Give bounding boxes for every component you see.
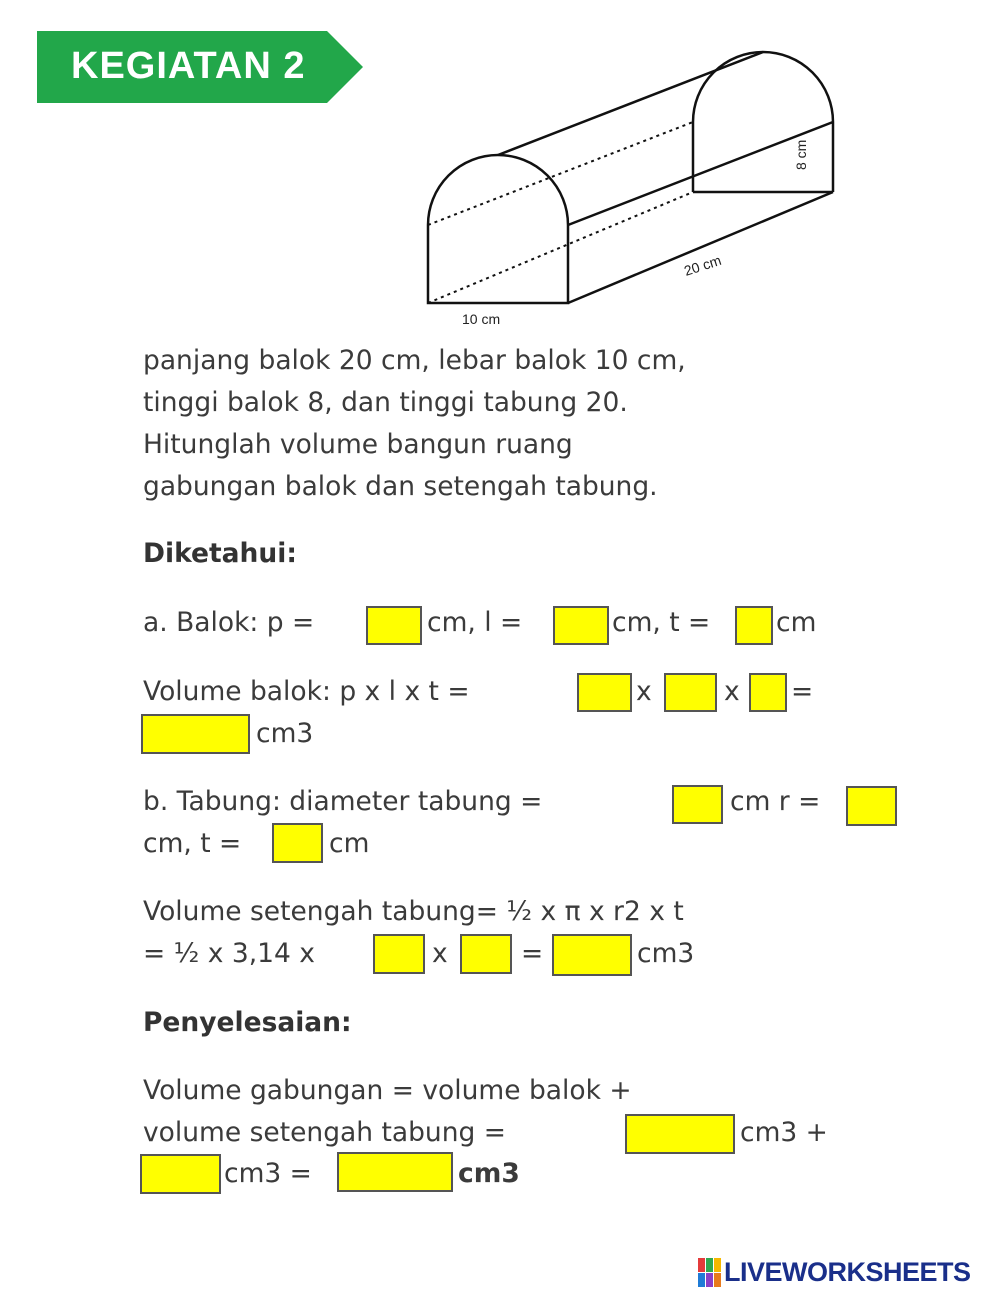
banner-title: KEGIATAN 2 (71, 45, 306, 87)
answer-box-vt-r[interactable] (373, 934, 425, 974)
tabung-cm-r: cm r = (730, 786, 821, 817)
times-1: x (636, 676, 652, 707)
answer-box-gabungan-tabung[interactable] (140, 1154, 221, 1194)
tabung-cm-end: cm (329, 828, 370, 859)
answer-box-tabung-t[interactable] (272, 823, 323, 863)
problem-line-4: gabungan balok dan setengah tabung. (143, 471, 658, 502)
gabungan-line-1: Volume gabungan = volume balok + (143, 1075, 632, 1106)
problem-line-3: Hitunglah volume bangun ruang (143, 429, 573, 460)
balok-label: a. Balok: p = (143, 607, 315, 638)
footer-brand (698, 1255, 998, 1291)
answer-box-vb-p[interactable] (577, 673, 632, 712)
answer-box-vt-t[interactable] (460, 934, 512, 974)
answer-box-volume-gabungan[interactable] (337, 1152, 453, 1192)
answer-box-r[interactable] (846, 786, 897, 826)
volume-tabung-formula: Volume setengah tabung= ½ x π x r2 x t (143, 896, 684, 927)
problem-line-1: panjang balok 20 cm, lebar balok 10 cm, (143, 345, 686, 376)
times-2: x (724, 676, 740, 707)
cm3-tabung: cm3 (637, 938, 695, 969)
solid-figure (410, 20, 850, 330)
tabung-label: b. Tabung: diameter tabung = (143, 786, 543, 817)
answer-box-vb-l[interactable] (664, 673, 717, 712)
answer-box-l[interactable] (553, 606, 609, 645)
answer-box-t[interactable] (735, 606, 773, 645)
cm3-plus: cm3 + (740, 1117, 828, 1148)
diketahui-heading: Diketahui: (143, 538, 297, 569)
cm3-balok: cm3 (256, 718, 314, 749)
balok-cm-t: cm, t = (612, 607, 711, 638)
answer-box-gabungan-balok[interactable] (625, 1114, 735, 1154)
liveworksheets-brand: LIVEWORKSHEETS (724, 1257, 971, 1287)
balok-cm-l: cm, l = (427, 607, 523, 638)
times-3: x (432, 938, 448, 969)
activity-banner (37, 31, 363, 103)
answer-box-diameter[interactable] (672, 785, 723, 824)
equals-2: = (521, 938, 544, 969)
problem-line-2: tinggi balok 8, dan tinggi tabung 20. (143, 387, 628, 418)
tabung-cm-t: cm, t = (143, 828, 242, 859)
liveworksheets-logo-icon (698, 1258, 722, 1288)
balok-tabung-drawing (410, 20, 850, 330)
volume-balok-label: Volume balok: p x l x t = (143, 676, 470, 707)
cm3-equals: cm3 = (224, 1158, 312, 1189)
length-label: 20 cm (681, 251, 724, 279)
height-label: 8 cm (793, 139, 809, 170)
equals-1: = (791, 676, 814, 707)
width-label: 10 cm (462, 311, 501, 327)
penyelesaian-heading: Penyelesaian: (143, 1007, 352, 1038)
gabungan-line-2: volume setengah tabung = (143, 1117, 506, 1148)
balok-cm-end: cm (776, 607, 817, 638)
answer-box-p[interactable] (366, 606, 422, 645)
answer-box-volume-balok[interactable] (141, 714, 250, 754)
answer-box-volume-tabung[interactable] (552, 934, 632, 976)
volume-tabung-prefix: = ½ x 3,14 x (143, 938, 315, 969)
answer-box-vb-t[interactable] (749, 673, 787, 712)
cm3-final: cm3 (458, 1158, 520, 1189)
